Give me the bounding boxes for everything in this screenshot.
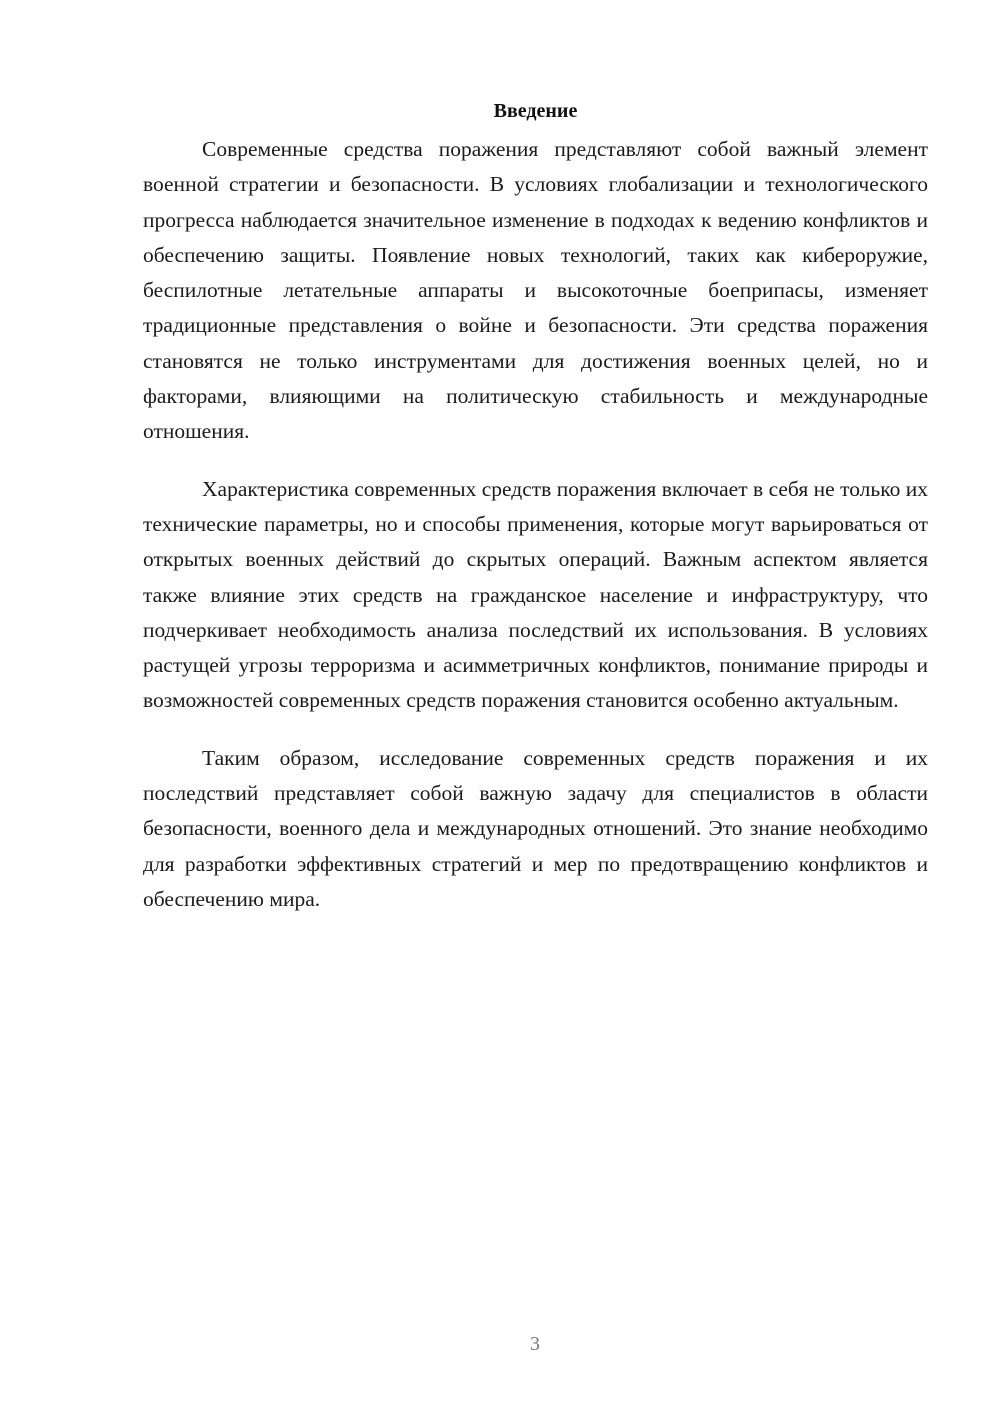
paragraph-1: Современные средства поражения представляют собой важный элемент военной стратегии и безопасности. В условиях глобализации и технологического прогресса наблюдается значительное изменение в подходах к ведению конфликтов и обеспечению защиты. Появление новых технологий, таких как кибероружие, беспилотные летательные аппараты и высокоточные боеприпасы, изменяет традиционные представления о войне и безопасности. Эти средства поражения становятся не только инструментами для достижения военных целей, но и факторами, влияющими на политическую стабильность и международные отношения.	[143, 137, 928, 444]
paragraph-2: Характеристика современных средств поражения включает в себя не только их технические параметры, но и способы применения, которые могут варьироваться от открытых военных действий до скрытых операций. Важным аспектом является также влияние этих средств на гражданское население и инфраструктуру, что подчеркивает необходимость анализа последствий их использования. В условиях растущей угрозы терроризма и асимметричных конфликтов, понимание природы и возможностей современных средств поражения становится особенно актуальным.	[143, 476, 928, 713]
paragraph-3: Таким образом, исследование современных средств поражения и их последствий представляет собой важную задачу для специалистов в области безопасности, военного дела и международных отношений. Это знание необходимо для разработки эффективных стратегий и мер по предотвращению конфликтов и обеспечению мира.	[143, 745, 928, 911]
page-number: 3	[530, 1333, 540, 1355]
section-title: Введение	[493, 100, 578, 122]
page-content	[143, 96, 928, 939]
